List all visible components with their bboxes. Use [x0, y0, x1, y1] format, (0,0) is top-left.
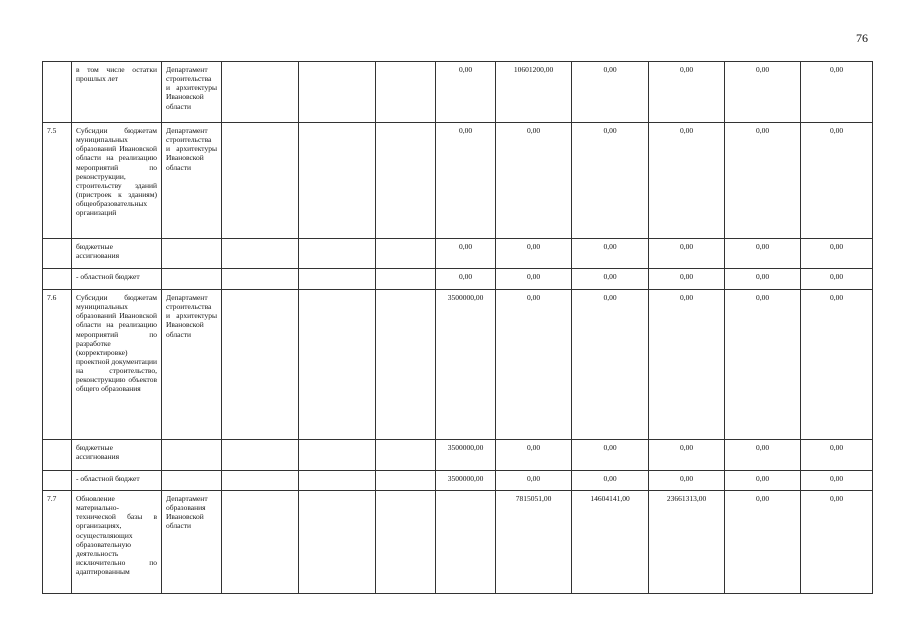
value-cell: 0,00	[496, 123, 572, 239]
empty-cell	[222, 239, 299, 269]
value-cell: 7815051,00	[496, 491, 572, 594]
empty-cell	[222, 123, 299, 239]
empty-cell	[376, 471, 436, 491]
empty-cell	[299, 269, 376, 290]
page-number: 76	[856, 31, 868, 45]
table-row	[43, 123, 873, 239]
row-department	[162, 239, 222, 269]
value-cell: 14604141,00	[572, 491, 649, 594]
empty-cell	[222, 471, 299, 491]
empty-cell	[222, 491, 299, 594]
empty-cell	[299, 239, 376, 269]
row-description: - областной бюджет	[72, 269, 162, 290]
row-department: Департамент строительства и архитектуры Ивановской области	[162, 62, 222, 123]
empty-cell	[299, 491, 376, 594]
empty-cell	[376, 440, 436, 471]
value-cell: 0,00	[572, 123, 649, 239]
row-description: бюджетные ассигнования	[72, 440, 162, 471]
row-index	[43, 471, 72, 491]
row-department: Департамент строительства и архитектуры Ивановской области	[162, 123, 222, 239]
value-cell: 0,00	[572, 269, 649, 290]
table-row	[43, 62, 873, 123]
value-cell: 0,00	[649, 440, 725, 471]
table-row	[43, 440, 873, 471]
row-index	[43, 62, 72, 123]
empty-cell	[299, 62, 376, 123]
value-cell: 0,00	[725, 239, 801, 269]
value-cell: 0,00	[496, 239, 572, 269]
value-cell: 0,00	[572, 62, 649, 123]
value-cell: 0,00	[436, 123, 496, 239]
value-cell: 0,00	[725, 62, 801, 123]
empty-cell	[299, 290, 376, 440]
value-cell: 0,00	[496, 290, 572, 440]
row-description: Обновление материально-технической базы в организациях, осуществляющих образовательную деятельность исключительно по адаптированным	[72, 491, 162, 594]
value-cell: 0,00	[801, 491, 873, 594]
empty-cell	[299, 471, 376, 491]
value-cell: 0,00	[649, 269, 725, 290]
empty-cell	[376, 239, 436, 269]
row-description: Субсидии бюджетам муниципальных образований Ивановской области на реализацию мероприятий по реконструкции, строительству зданий (пристроек к зданиям) общеобразовательных организаций	[72, 123, 162, 239]
value-cell: 0,00	[649, 239, 725, 269]
value-cell: 23661313,00	[649, 491, 725, 594]
value-cell: 0,00	[496, 440, 572, 471]
value-cell: 0,00	[436, 62, 496, 123]
value-cell: 0,00	[496, 471, 572, 491]
value-cell: 0,00	[436, 269, 496, 290]
empty-cell	[299, 440, 376, 471]
row-index: 7.7	[43, 491, 72, 594]
value-cell: 0,00	[801, 62, 873, 123]
empty-cell	[376, 269, 436, 290]
value-cell: 0,00	[801, 290, 873, 440]
empty-cell	[376, 123, 436, 239]
value-cell: 0,00	[649, 290, 725, 440]
value-cell: 0,00	[801, 471, 873, 491]
row-department	[162, 440, 222, 471]
row-description: бюджетные ассигнования	[72, 239, 162, 269]
empty-cell	[299, 123, 376, 239]
value-cell: 0,00	[725, 440, 801, 471]
row-department: Департамент образования Ивановской области	[162, 491, 222, 594]
row-department: Департамент строительства и архитектуры Ивановской области	[162, 290, 222, 440]
value-cell: 0,00	[725, 290, 801, 440]
value-cell: 3500000,00	[436, 290, 496, 440]
empty-cell	[222, 269, 299, 290]
row-index	[43, 239, 72, 269]
row-department	[162, 269, 222, 290]
row-department	[162, 471, 222, 491]
empty-cell	[376, 62, 436, 123]
value-cell: 0,00	[649, 123, 725, 239]
empty-cell	[376, 290, 436, 440]
value-cell: 0,00	[725, 123, 801, 239]
row-description: в том числе остатки прошлых лет	[72, 62, 162, 123]
value-cell	[436, 491, 496, 594]
empty-cell	[222, 62, 299, 123]
row-index: 7.5	[43, 123, 72, 239]
budget-table	[42, 61, 873, 594]
row-description: Субсидии бюджетам муниципальных образований Ивановской области на реализацию мероприятий по разработке (корректировке) проектной документации на строительство, реконструкцию объектов общего образования	[72, 290, 162, 440]
row-index	[43, 440, 72, 471]
row-index: 7.6	[43, 290, 72, 440]
value-cell: 3500000,00	[436, 440, 496, 471]
value-cell: 0,00	[572, 471, 649, 491]
row-index	[43, 269, 72, 290]
value-cell: 0,00	[725, 491, 801, 594]
value-cell: 3500000,00	[436, 471, 496, 491]
value-cell: 0,00	[572, 290, 649, 440]
row-description: - областной бюджет	[72, 471, 162, 491]
value-cell: 0,00	[572, 440, 649, 471]
value-cell: 0,00	[725, 269, 801, 290]
value-cell: 0,00	[801, 440, 873, 471]
value-cell: 0,00	[436, 239, 496, 269]
value-cell: 0,00	[572, 239, 649, 269]
table-row	[43, 290, 873, 440]
empty-cell	[222, 290, 299, 440]
table-row	[43, 269, 873, 290]
value-cell: 0,00	[801, 269, 873, 290]
value-cell: 0,00	[649, 62, 725, 123]
table-row	[43, 471, 873, 491]
empty-cell	[222, 440, 299, 471]
value-cell: 10601200,00	[496, 62, 572, 123]
value-cell: 0,00	[496, 269, 572, 290]
empty-cell	[376, 491, 436, 594]
value-cell: 0,00	[725, 471, 801, 491]
value-cell: 0,00	[801, 239, 873, 269]
table-row	[43, 239, 873, 269]
value-cell: 0,00	[649, 471, 725, 491]
table-row	[43, 491, 873, 594]
value-cell: 0,00	[801, 123, 873, 239]
